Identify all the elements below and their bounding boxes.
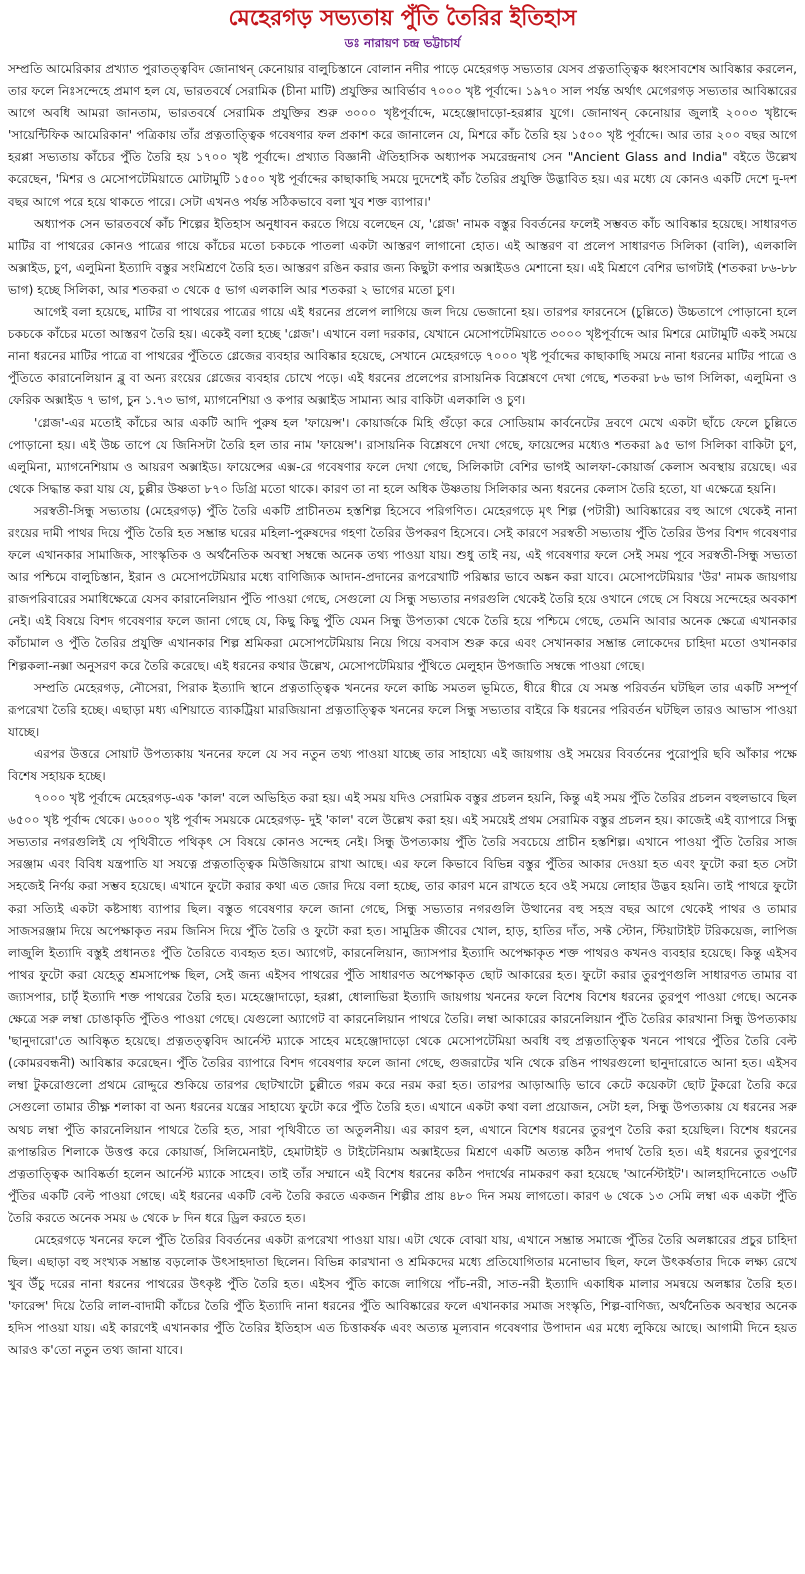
paragraph: এরপর উত্তরে সোয়াট উপত্যকায় খননের ফলে যে সব নতুন তথ্য পাওয়া যাচ্ছে তার সাহায্যে এই জায়গায় ওই সময়ের বিবর্তনের পুরোপুরি ছবি আঁকার পক্ষে বিশেষ সহায়ক হচ্ছে। <box>8 746 797 783</box>
paragraph: সম্প্রতি মেহেরগড়, নৌসেরা, পিরাক ইত্যাদি স্থানে প্রত্নতাত্ত্বিক খননের ফলে কাচ্চি সমতল ভূমিতে, ধীরে ধীরে যে সমস্ত পরিবর্তন ঘটছিল তার একটি সম্পূর্ণ রূপরেখা তৈরি হচ্ছে। এছাড়া মধ্য এশিয়াতে ব্যাকট্রিয়া মারজিয়ানা প্রত্নতাত্ত্বিক খননের ফলে সিন্ধু সভ্যতার বাইরে কি ধরনের পরিবর্তন ঘটছিল তারও আভাস পাওয়া যাচ্ছে। <box>8 680 797 739</box>
paragraph: মেহেরগড়ে খননের ফলে পুঁতি তৈরির বিবর্তনের একটা রূপরেখা পাওয়া যায়। এটা থেকে বোঝা যায়, এখানে সম্ভ্রান্ত সমাজে পুঁতির তৈরি অলঙ্কারের প্রচুর চাহিদা ছিল। এছাড়া বহু সংখ্যক সম্ভ্রান্ত বড়লোক উৎসাহদাতা ছিলেন। বিভিন্ন কারখানা ও শ্রমিকদের মধ্যে প্রতিযোগিতার মনোভাব ছিল, ফলে উৎকর্ষতার দিকে লক্ষ্য রেখে খুব উঁচু দরের নানা ধরনের পাথরের উৎকৃষ্ট পুঁতি তৈরি হত। এইসব পুঁতি কাজে লাগিয়ে পাঁচ-নরী, সাত-নরী ইত্যাদি একাধিক মালার সমন্বয়ে অলঙ্কার তৈরি হত। 'ফারেন্স' দিয়ে তৈরি লাল-বাদামী কাঁচের তৈরি পুঁতি ইত্যাদি নানা ধরনের পুঁতি আবিষ্কারের ফলে এখানকার সমাজ সংস্কৃতি, শিল্প-বাণিজ্য, অর্থনৈতিক অবস্থার অনেক হদিস পাওয়া যায়। এই কারণেই এখানকার পুঁতি তৈরির ইতিহাস এত চিত্তাকর্ষক এবং অত্যন্ত মূল্যবান গবেষণার উপাদান এর মধ্যে লুকিয়ে আছে। আগামী দিনে হয়ত আরও ক'তো নতুন তথ্য জানা যাবে। <box>8 1232 797 1358</box>
paragraph: 'গ্লেজ'-এর মতোই কাঁচের আর একটি আদি পুরুষ হল 'ফায়েন্স'। কোয়ার্জকে মিহি গুঁড়ো করে সোডিয়াম কার্বনেটের দ্রবণে মেখে একটা ছাঁচে ফেলে চুল্লিতে পোড়ানো হয়। এই উচ্চ তাপে যে জিনিসটা তৈরি হল তার নাম 'ফায়েন্স'। রাসায়নিক বিশ্লেষণে দেখা গেছে, ফায়েন্সের মধ্যেও শতকরা ৯৫ ভাগ সিলিকা বাকিটা চুণ, এলুমিনা, ম্যাগনেশিয়াম ও আয়রণ অক্সাইড। ফায়েন্সের এক্স-রে গবেষণার ফলে দেখা গেছে, সিলিকাটা বেশির ভাগই আলফা-কোয়ার্জ কেলাস অবস্থায় রয়েছে। এর থেকে সিদ্ধান্ত করা যায় যে, চুল্লীর উষ্ণতা ৮৭০ ডিগ্রি মতো থাকে। কারণ তা না হলে অধিক উষ্ণতায় সিলিকার অন্য ধরনের কেলাস তৈরি হতো, যা এক্ষেত্রে হয়নি। <box>8 415 797 496</box>
article-title: মেহেরগড় সভ্যতায় পুঁতি তৈরির ইতিহাস <box>228 6 577 31</box>
article-body <box>8 58 797 1362</box>
paragraph: সরস্বতী-সিন্ধু সভ্যতায় (মেহেরগড়) পুঁতি তৈরি একটি প্রাচীনতম হস্তশিল্প হিসেবে পরিগণিত। মেহেরগড়ে মৃৎ শিল্প (পটারী) আবিষ্কারের বহু আগে থেকেই নানা রংয়ের দামী পাথর দিয়ে পুঁতি তৈরি হত সম্ভ্রান্ত ঘরের মহিলা-পুরুষদের গহণা তৈরির উপকরণ হিসেবে। সেই কারণে সরস্বতী সভ্যতায় পুঁতি তৈরির উপর বিশদ গবেষণার ফলে এখানকার সামাজিক, সাংস্কৃতিক ও অর্থনৈতিক অবস্থা সম্বন্ধে অনেক তথ্য পাওয়া যায়। শুধু তাই নয়, এই গবেষণার ফলে সেই সময় পূবে সরস্বতী-সিন্ধু সভ্যতা আর পশ্চিমে বালুচিস্তান, ইরান ও মেসোপটেমিয়ার মধ্যে বাণিজ্যিক আদান-প্রদানের রূপরেখাটি পরিষ্কার ভাবে অঙ্কন করা যাবে। মেসোপটেমিয়ার 'উর' নামক জায়গায় রাজপরিবারের সমাধিক্ষেত্রে যেসব কারানেলিয়ান পুঁতি পাওয়া গেছে, সেগুলো যে সিন্ধু সভ্যতার নগরগুলি থেকেই তৈরি হয়ে ওখানে গেছে সে বিষয়ে সন্দেহের অবকাশ নেই। এই বিষয়ে বিশদ গবেষণার ফলে জানা গেছে যে, কিছু কিছু পুঁতি যেমন সিন্ধু উপত্যকা থেকে তৈরি হয়ে পশ্চিমে গেছে, তেমনি আবার অনেক ক্ষেত্রে এখানকার কাঁচামাল ও পুঁতি তৈরির প্রযুক্তি এখানকার শিল্প শ্রমিকরা মেসোপটেমিয়ায় নিয়ে গিয়ে বসবাস শুরু করে এবং সেখানকার সম্ভ্রান্ত লোকেদের চাহিদা মতো ওখানকার শিল্পকলা-নক্সা অনুসরণ করে তৈরি করেছে। এই ধরনের কথার উল্লেখ, মেসোপটেমিয়ার পুঁথিতে মেলুহান উপজাতি সম্বন্ধে পাওয়া গেছে। <box>8 503 797 673</box>
paragraph: ৭০০০ খৃষ্ট পূর্বাব্দে মেহেরগড়-এক 'কাল' বলে অভিহিত করা হয়। এই সময় যদিও সেরামিক বস্তুর প্রচলন হয়নি, কিন্তু এই সময় পুঁতি তৈরির প্রচলন বহুলভাবে ছিল ৬৫০০ খৃষ্ট পূর্বাব্দ থেকে। ৬০০০ খৃষ্ট পূর্বাব্দ সময়কে মেহেরগড়- দুই 'কাল' বলে উল্লেখ করা হয়। এই সময়েই প্রথম সেরামিক বস্তুর প্রচলন হয়। কাজেই এই ব্যাপারে সিন্ধু সভ্যতার নগরগুলিই যে পৃথিবীতে পথিকৃৎ সে বিষয়ে কোনও সন্দেহ নেই। সিন্ধু উপত্যকায় পুঁতি তৈরি সবচেয়ে প্রাচীন হস্তশিল্প। এখানে পাওয়া পুঁতি তৈরির সাজ সরঞ্জাম এবং বিবিধ যন্ত্রপাতি যা সযত্নে প্রত্নতাত্ত্বিক মিউজিয়ামে রাখা আছে। এর ফলে কিভাবে বিভিন্ন বস্তুর পুঁতির আকার দেওয়া হত এবং ফুটো করা হত সেটা সহজেই নির্ণয় করা সম্ভব হয়েছে। এখানে ফুটো করার কথা এত জোর দিয়ে বলা হচ্ছে, তার কারণ মনে রাখতে হবে ওই সময়ে লোহার উদ্ভব হয়নি। তাই পাথরে ফুটো করা সত্যিই একটা কষ্টসাধ্য ব্যাপার ছিল। বস্তুত গবেষণার ফলে জানা গেছে, সিন্ধু সভ্যতার নগরগুলি উত্থানের বহু সহস্র বছর আগে থেকেই পাথর ও তামার সাজসরঞ্জাম দিয়ে অপেক্ষাকৃত নরম জিনিস দিয়ে পুঁতি তৈরি ও ফুটো করা হত। সামুদ্রিক জীবের খোল, হাড়, হাতির দাঁত, সফ্ট স্টোন, স্টিয়াটাইট টরিকয়েজ, লাপিজ লাজুলি ইত্যাদি বস্তুই প্রধানতঃ পুঁতি তৈরিতে ব্যবহৃত হত। অ্যাগেট, কারনেলিয়ান, জ্যাসপার ইত্যাদি অপেক্ষাকৃত শক্ত পাথরও কখনও ব্যবহার হয়েছে। কিন্তু এইসব পাথর ফুটো করা যেহেতু শ্রমসাপেক্ষ ছিল, সেই জন্য এইসব পাথরের পুঁতি সাধারণত অপেক্ষাকৃত ছোট আকারের হত। ফুটো করার তুরপুণগুলি সাধারণত তামার বা জ্যাসপার, চার্ট্ ইত্যাদি শক্ত পাথরের তৈরি হত। মহেঞ্জোদাড়ো, হরপ্পা, ধোলাভিরা ইত্যাদি জায়গায় খননের ফলে বিশেষ বিশেষ ধরনের তুরপুণ পাওয়া গেছে। অনেক ক্ষেত্রে সরু লম্বা চোঙাকৃতি পুঁতিও পাওয়া গেছে। যেগুলো অ্যাগেট বা কারনেলিয়ান পাথরে তৈরি। লম্বা আকারের কারনেলিয়ান পুঁতি তৈরির কারখানা সিন্ধু উপত্যকায় 'ছানুদারো'তে আবিষ্কৃত হয়েছে। প্রত্নতত্ত্ববিদ আর্নেস্ট ম্যাকে সাহেব মহেঞ্জোদাড়ো থেকে মেসোপটেমিয়া অবধি বহু প্রত্নতাত্ত্বিক খননে পাথরে পুঁতির তৈরি বেল্ট (কোমরবন্ধনী) আবিষ্কার করেছেন। পুঁতি তৈরির ব্যাপারে বিশদ গবেষণার ফলে জানা গেছে, গুজরাটের খনি থেকে রঙিন পাথরগুলো ছানুদারোতে আনা হত। এইসব লম্বা টুকরোগুলো প্রথমে রোদ্দুরে শুকিয়ে তারপর ছোটখাটো চুল্লীতে গরম করে নরম করা হত। তারপর আড়াআড়ি ভাবে কেটে কয়েকটা ছোট টুকরো তৈরি করে সেগুলো তামার তীক্ষ্ণ শলাকা বা অন্য ধরনের যন্ত্রের সাহায্যে ফুটো করে পুঁতি তৈরি হত। এখানে একটা কথা বলা প্রয়োজন, সেটা হল, সিন্ধু উপত্যকায় যে ধরনের সরু অথচ লম্বা পুঁতি কারনেলিয়ান পাথরে তৈরি হত, সারা পৃথিবীতে তা অতুলনীয়। এর কারণ হল, এখানে বিশেষ ধরনের তুরপুণ তৈরি করা হয়েছিল। বিশেষ ধরনের রূপান্তরিত শিলাকে উত্তপ্ত করে কোয়ার্জ, সিলিমেনাইট, হেমাটাইট ও টাইটেনিয়াম অক্সাইডের মিশ্রণে একটি অত্যন্ত কঠিন পদার্থ তৈরি হত। এই ধরনের তুরপুণের প্রত্নতাত্ত্বিক আবিষ্কর্তা হলেন আর্নেস্ট ম্যাকে সাহেব। তাই তাঁর সম্মানে এই বিশেষ ধরনের কঠিন পদার্থের নামকরণ করা হয়েছে 'আর্নেস্টাইট'। আলহাদিনোতে ৩৬টি পুঁতির একটি বেল্ট পাওয়া গেছে। এই ধরনের একটি বেল্ট তৈরি করতে একজন শিল্পীর প্রায় ৪৮০ দিন সময় লাগতো। কারণ ৬ থেকে ১৩ সেমি লম্বা এক একটা পুঁতি তৈরি করতে অনেক সময় ৬ থেকে ৮ দিন ধরে ড্রিল করতে হত। <box>8 791 797 1225</box>
paragraph: আগেই বলা হয়েছে, মাটির বা পাথরের পাত্রের গায়ে এই ধরনের প্রলেপ লাগিয়ে জল দিয়ে ভেজানো হয়। তারপর ফারনেসে (চুল্লিতে) উচ্চতাপে পোড়ানো হলে চকচকে কাঁচের মতো আস্তরণ তৈরি হয়। একেই বলা হচ্ছে 'গ্লেজ'। এখানে বলা দরকার, যেখানে মেসোপটেমিয়াতে ৩০০০ খৃষ্টপূর্বাব্দে আর মিশরে মোটামুটি একই সময়ে নানা ধরনের মাটির পাত্রে বা পাথরের পুঁতিতে গ্লেজের ব্যবহার আবিষ্কার হয়েছে, সেখানে মেহেরগড়ে ৭০০০ খৃষ্ট পূর্বাব্দের কাছাকাছি সময়ে নানা ধরনের মাটির পাত্রে ও পুঁতিতে কারানেলিয়ান ব্লু বা অন্য রংয়ের গ্লেজের ব্যবহার চোখে পড়ে। এই ধরনের প্রলেপের রাসায়নিক বিশ্লেষণে দেখা গেছে, শতকরা ৮৬ ভাগ সিলিকা, এলুমিনা ও ফেরিক অক্সাইড ৭ ভাগ, চুন ১.৭৩ ভাগ, ম্যাগনেশিয়া ও কপার অক্সাইড সামান্য আর বাকিটা এলকালি ও চুণ। <box>8 305 797 408</box>
paragraph: সম্প্রতি আমেরিকার প্রখ্যাত পুরাতত্ত্ববিদ জোনাথন্ কেনোয়ার বালুচিস্তানে বোলান নদীর পাড়ে মেহেরগড় সভ্যতার যেসব প্রত্নতাত্ত্বিক ধ্বংসাবশেষ আবিষ্কার করলেন, তার ফলে নিঃসন্দেহে প্রমাণ হল যে, ভারতবর্ষে সেরামিক (চীনা মাটি) প্রযুক্তির আবির্ভাব ৭০০০ খৃষ্ট পূর্বাব্দে। ১৯৭০ সাল পর্যন্ত অর্থাৎ মেগেরগড় সভ্যতার আবিষ্কারের আগে অবধি আমরা জানতাম, ভারতবর্ষে সেরামিক প্রযুক্তির শুরু ৩০০০ খৃষ্টপূর্বাব্দে, মহেঞ্জোদাড়ো-হরপ্পার যুগে। জোনাথন্ কেনোয়ার জুলাই ২০০৩ খৃষ্টাব্দে 'সায়েন্টিফিক আমেরিকান' পত্রিকায় তাঁর প্রত্নতাত্ত্বিক গবেষণার ফল প্রকাশ করে জানালেন যে, মিশরে কাঁচ তৈরি হয় ১৫০০ খৃষ্ট পূর্বাব্দে। আর তার ২০০ বছর আগে হরপ্পা সভ্যতায় কাঁচের পুঁতি তৈরি হয় ১৭০০ খৃষ্ট পূর্বাব্দে। প্রখ্যাত বিজ্ঞানী ঐতিহাসিক অধ্যাপক সমরেন্দ্রনাথ সেন "Ancient Glass and India" বইতে উল্লেখ করেছেন, 'মিশর ও মেসোপটেমিয়াতে মোটামুটি ১৫০০ খৃষ্ট পূর্বাব্দের কাছাকাছি সময়ে দুদেশেই কাঁচ তৈরির প্রযুক্তি উদ্ভাবিত হয়। এর মধ্যে যে কোনও একটি দেশে দু-দশ বছর আগে পরে হয়ে থাকতে পারে। সেটা এখনও পর্যন্ত সঠিকভাবে বলা খুব শক্ত ব্যাপার।' <box>8 62 797 209</box>
article-author: ডঃ নারায়ণ চন্দ্র ভট্টাচার্য <box>344 36 461 50</box>
paragraph: অধ্যাপক সেন ভারতবর্ষে কাঁচ শিল্পের ইতিহাস অনুধাবন করতে গিয়ে বলেছেন যে, 'গ্লেজ' নামক বস্তুর বিবর্তনের ফলেই সম্ভবত কাঁচ আবিষ্কার হয়েছে। সাধারণত মাটির বা পাথরের কোনও পাত্রের গায়ে কাঁচের মতো চকচকে পাতলা একটা আস্তরণ লাগানো হোত। এই আস্তরণ বা প্রলেপ সাধারণত সিলিকা (বালি), এলকালি অক্সাইড, চুণ, এলুমিনা ইত্যাদি বস্তুর সংমিশ্রণে তৈরি হত। আস্তরণ রঙিন করার জন্য কিছুটা কপার অক্সাইডও মেশানো হয়। এই মিশ্রণে বেশির ভাগটাই (শতকরা ৮৬-৮৮ ভাগ) হচ্ছে সিলিকা, আর শতকরা ৩ থেকে ৫ ভাগ এলকালি আর শতকরা ২ ভাগের মতো চুণ। <box>8 216 797 297</box>
